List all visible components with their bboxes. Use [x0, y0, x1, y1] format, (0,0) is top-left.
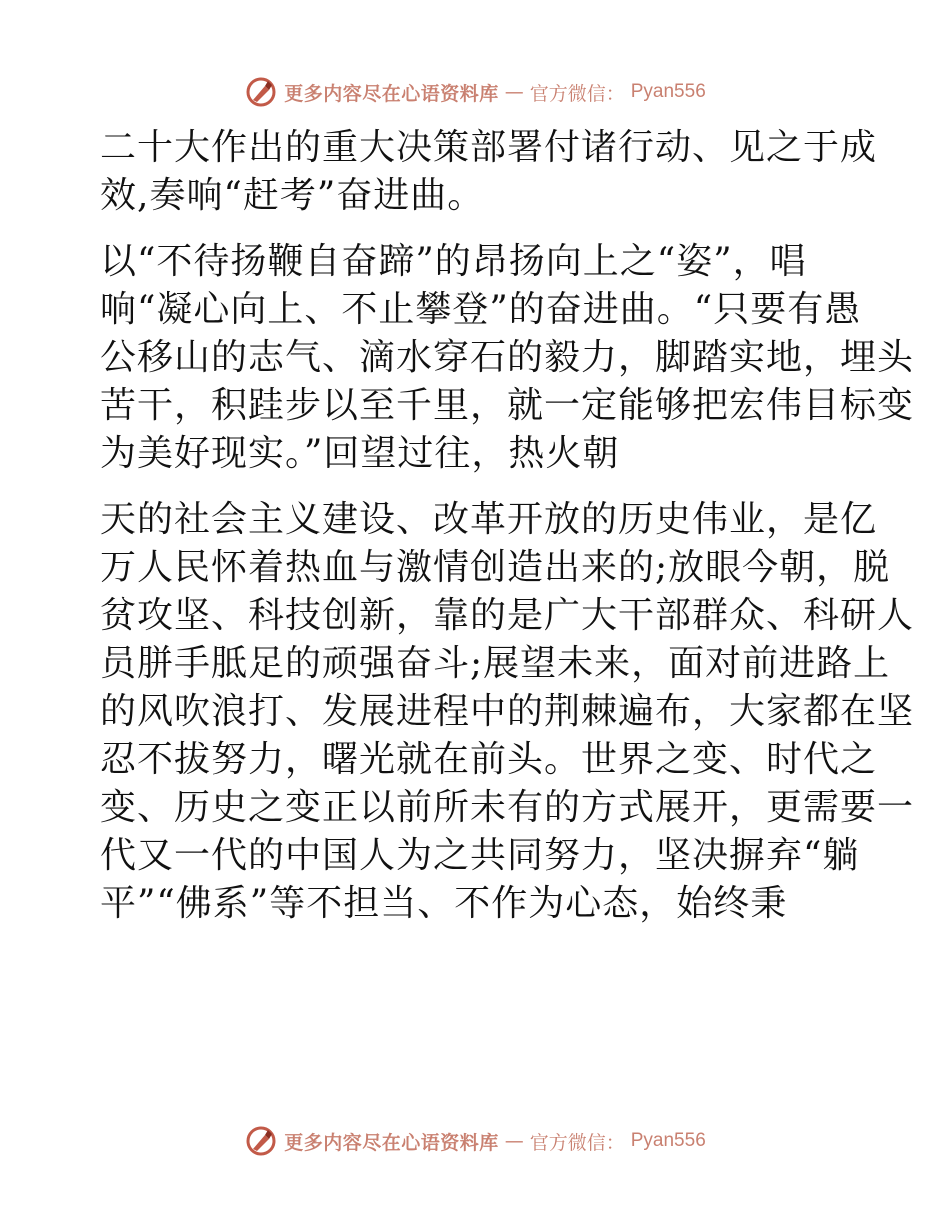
watermark-wechat-label: 官方微信：	[529, 82, 625, 105]
document-body	[100, 124, 915, 946]
text-line: 变、历史之变正以前所未有的方式展开，更需要一	[100, 787, 915, 828]
watermark-wechat-label: 官方微信：	[529, 1131, 625, 1154]
header-watermark	[0, 72, 950, 112]
watermark-wechat-id: Pyan556	[630, 81, 706, 102]
text-line: 万人民怀着热血与激情创造出来的;放眼今朝，脱	[100, 547, 891, 588]
text-line: 二十大作出的重大决策部署付诸行动、见之于成	[100, 127, 878, 168]
text-line: 为美好现实。”回望过往，热火朝	[100, 433, 620, 474]
text-line: 响“凝心向上、不止攀登”的奋进曲。“只要有愚	[100, 289, 862, 330]
watermark-text: 更多内容尽在心语资料库	[284, 1131, 499, 1154]
text-line: 天的社会主义建设、改革开放的历史伟业，是亿	[100, 499, 878, 540]
text-line: 公移山的志气、滴水穿石的毅力，脚踏实地，埋头	[100, 337, 915, 378]
pen-circle-logo-icon	[244, 1124, 278, 1158]
text-line: 忍不拔努力，曙光就在前头。世界之变、时代之	[100, 739, 878, 780]
text-line: 贫攻坚、科技创新，靠的是广大干部群众、科研人	[100, 595, 915, 636]
text-line: 的风吹浪打、发展进程中的荆棘遍布，大家都在坚	[100, 691, 915, 732]
text-line: 代又一代的中国人为之共同努力，坚决摒弃“躺	[100, 835, 860, 876]
paragraph-3	[100, 496, 915, 928]
text-line: 效,奏响“赶考”奋进曲。	[100, 175, 485, 216]
watermark-separator: —	[504, 81, 524, 103]
watermark-wechat-id: Pyan556	[630, 1130, 706, 1151]
footer-watermark	[0, 1121, 950, 1161]
text-line: 员胼手胝足的顽强奋斗;展望未来，面对前进路上	[100, 643, 891, 684]
paragraph-1	[100, 124, 878, 220]
watermark-separator: —	[504, 1130, 524, 1152]
pen-circle-logo-icon	[244, 75, 278, 109]
text-line: 苦干，积跬步以至千里，就一定能够把宏伟目标变	[100, 385, 915, 426]
paragraph-2	[100, 238, 915, 478]
text-line: 以“不待扬鞭自奋蹄”的昂扬向上之“姿”，唱	[100, 241, 807, 282]
text-line: 平”“佛系”等不担当、不作为心态，始终秉	[100, 883, 788, 924]
watermark-text: 更多内容尽在心语资料库	[284, 82, 499, 105]
